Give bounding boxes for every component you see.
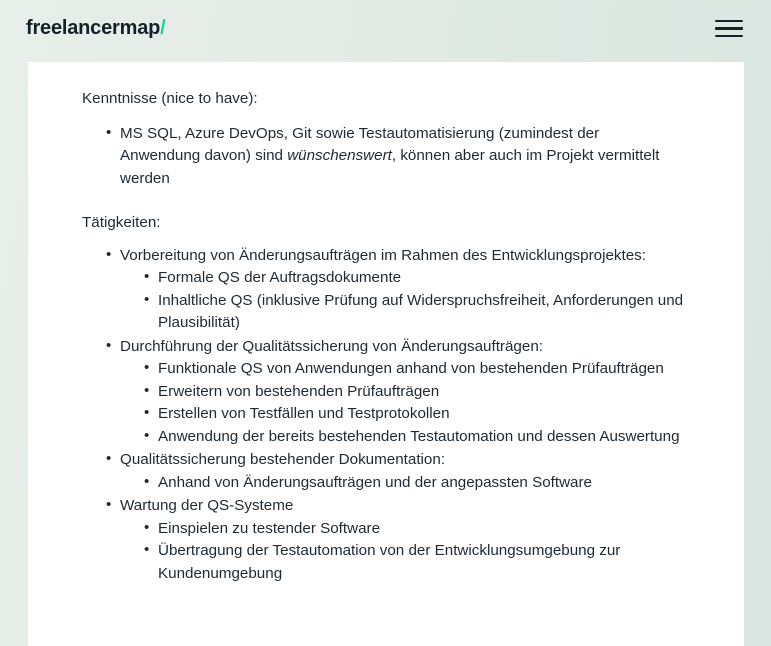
activity-label: Durchführung der Qualitätssicherung von Änderungsaufträgen:: [120, 337, 543, 355]
project-description-text: [82, 88, 710, 585]
menu-bar-1: [715, 20, 743, 23]
list-item: • Erstellen von Testfällen und Testprotokollen: [144, 403, 710, 426]
list-item: • Formale QS der Auftragsdokumente: [144, 267, 710, 290]
activity-sublist: [120, 267, 710, 335]
list-item: [106, 336, 710, 449]
site-header: [0, 0, 771, 57]
list-item: [106, 245, 710, 335]
menu-bar-3: [715, 35, 743, 38]
list-item: [106, 123, 680, 191]
activity-label: Vorbereitung von Änderungsaufträgen im Rahmen des Entwicklungsprojektes:: [120, 246, 646, 264]
list-item: • Inhaltliche QS (inklusive Prüfung auf Widerspruchsfreiheit, Anforderungen und Plausibilität): [144, 290, 710, 335]
site-logo[interactable]: [26, 17, 166, 40]
logo-slash: /: [160, 17, 166, 39]
hamburger-menu-icon[interactable]: [715, 17, 745, 41]
nice-to-have-list: [82, 123, 710, 191]
activity-sublist: [120, 518, 710, 586]
list-item: • Übertragung der Testautomation von der Entwicklungsumgebung zur Kundenumgebung: [144, 540, 710, 585]
nice-to-have-item-prefix: MS SQL, Azure DevOps, Git sowie Testautomatisierung (zumindest der Anwendung davon) sind: [120, 124, 600, 164]
activities-heading: Tätigkeiten:: [82, 214, 161, 231]
activity-sublist: [120, 472, 710, 495]
nice-to-have-item-emphasis: wünschenswert: [287, 147, 392, 164]
menu-bar-2: [715, 27, 743, 30]
project-description-card: [28, 62, 744, 646]
activities-list: [82, 245, 710, 586]
activity-sublist: [120, 358, 710, 448]
list-item: • Erweitern von bestehenden Prüfaufträgen: [144, 381, 710, 404]
nice-to-have-item-suffix: , können aber auch im Projekt vermittelt werden: [120, 147, 660, 187]
logo-text: freelancermap: [26, 17, 161, 39]
list-item: • Funktionale QS von Anwendungen anhand von bestehenden Prüfaufträgen: [144, 358, 710, 381]
nice-to-have-heading: Kenntnisse (nice to have):: [82, 90, 258, 107]
list-item: • Anhand von Änderungsaufträgen und der angepassten Software: [144, 472, 710, 495]
activity-label: Wartung der QS-Systeme: [120, 497, 294, 514]
list-item: [106, 449, 710, 494]
list-item: • Einspielen zu testender Software: [144, 518, 710, 541]
list-item: • Anwendung der bereits bestehenden Testautomation und dessen Auswertung: [144, 426, 710, 449]
list-item: [106, 495, 710, 585]
activity-label: Qualitätssicherung bestehender Dokumentation:: [120, 451, 446, 468]
